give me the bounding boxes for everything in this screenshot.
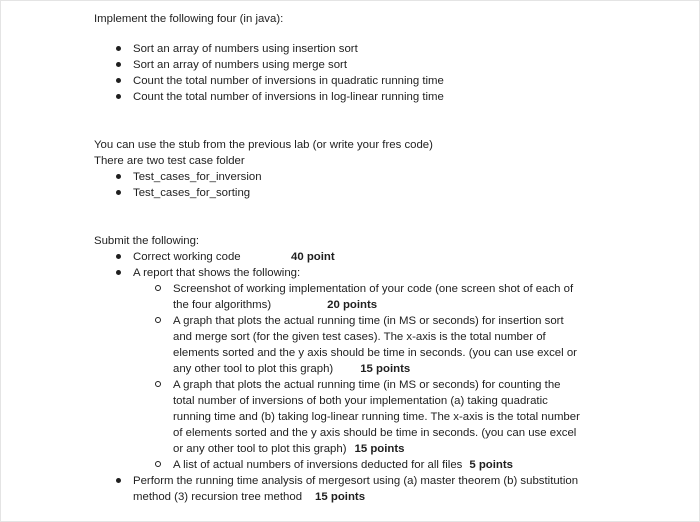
graph-inversion-points: 15 points (354, 443, 405, 455)
report-item-graph-sort: A graph that plots the actual running time (in MS or seconds) for insertion sort and merge sort (for the given test cases). The x-axis is the total number of elements sorted and the y axis should be time in seconds. (you can use excel or any other tool to plot this graph) 15 points (173, 315, 577, 375)
task-item: Sort an array of numbers using insertion sort (133, 43, 358, 55)
analysis-item: Perform the running time analysis of mergesort using (a) master theorem (b) substitution method (3) recursion tree method 15 points (133, 475, 579, 503)
inversion-list-points: 5 points (469, 459, 514, 471)
task-item: Sort an array of numbers using merge sort (133, 59, 347, 71)
correct-code-points: 40 point (291, 251, 335, 263)
circle-bullet-icon (155, 285, 161, 291)
bullet-icon (116, 478, 121, 483)
report-label: A report that shows the following: (133, 267, 301, 279)
intro-heading: Implement the following four (in java): (94, 13, 284, 25)
report-item-inversion-list: A list of actual numbers of inversions deducted for all files 5 points (173, 459, 514, 471)
task-item: Count the total number of inversions in quadratic running time (133, 75, 444, 87)
bullet-icon (116, 78, 121, 83)
test-folder-note: There are two test case folder (94, 155, 245, 167)
circle-bullet-icon (155, 381, 161, 387)
submit-heading: Submit the following: (94, 235, 200, 247)
correct-code-label: Correct working code (133, 251, 241, 263)
analysis-points: 15 points (315, 491, 366, 503)
bullet-icon (116, 190, 121, 195)
task-item: Count the total number of inversions in log-linear running time (133, 91, 444, 103)
circle-bullet-icon (155, 317, 161, 323)
report-item-screenshot: Screenshot of working implementation of your code (one screen shot of each of the four algorithms) 20 points (173, 283, 574, 311)
bullet-icon (116, 270, 121, 275)
bullet-icon (116, 62, 121, 67)
bullet-icon (116, 94, 121, 99)
screenshot-points: 20 points (327, 299, 378, 311)
graph-sort-points: 15 points (360, 363, 411, 375)
folder-item: Test_cases_for_inversion (133, 171, 262, 183)
folder-item: Test_cases_for_sorting (133, 187, 251, 199)
bullet-icon (116, 46, 121, 51)
report-item-graph-inversion: A graph that plots the actual running time (in MS or seconds) for counting the total number of inversions of both your implementation (a) taking quadratic running time and (b) taking log-linear running time. The x-axis is the total number of elements sorted and the y axis should be time in seconds. (you can use excel or any other tool to plot this graph) 15 points (173, 379, 580, 455)
bullet-icon (116, 254, 121, 259)
stub-note: You can use the stub from the previous lab (or write your fres code) (94, 139, 433, 151)
bullet-icon (116, 174, 121, 179)
circle-bullet-icon (155, 461, 161, 467)
